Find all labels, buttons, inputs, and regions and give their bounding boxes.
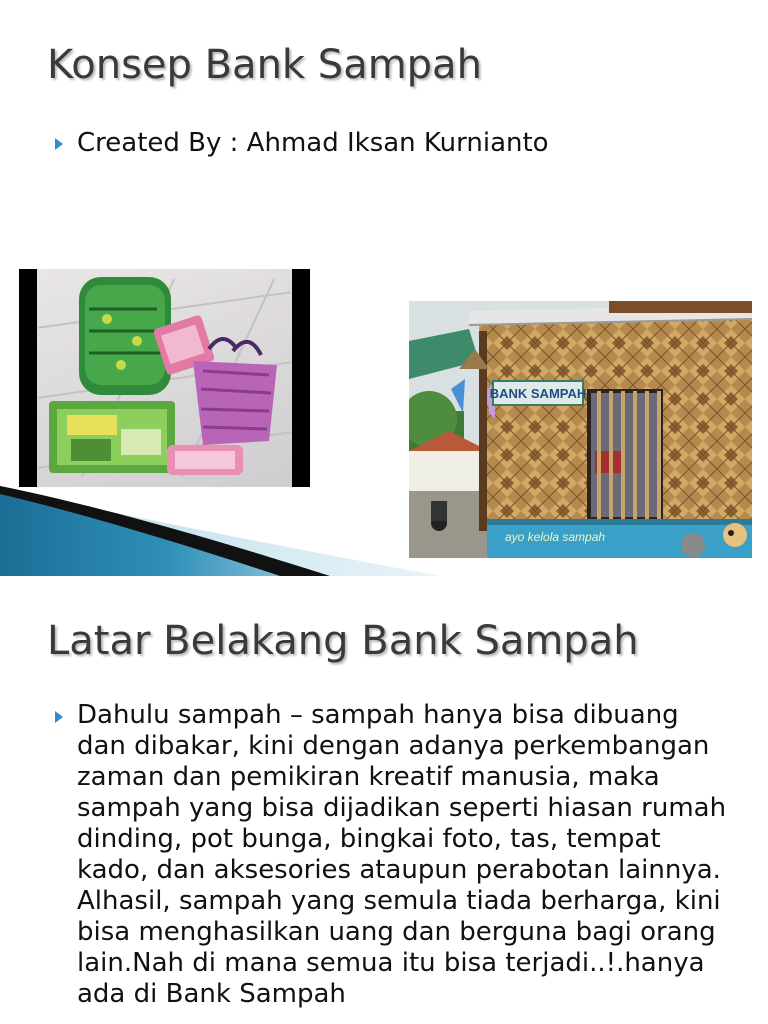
bullet-item <box>55 700 738 1010</box>
decorative-wave <box>0 476 480 576</box>
recycled-bags-photo <box>19 269 310 487</box>
slide-2 <box>0 576 768 1024</box>
slide-title: Konsep Bank Sampah <box>47 42 482 88</box>
bullet-arrow-icon <box>55 138 63 150</box>
author-credit: Created By : Ahmad Iksan Kurnianto <box>77 128 549 158</box>
hut-sign-text: BANK SAMPAH <box>489 386 587 401</box>
slide-title: Latar Belakang Bank Sampah <box>47 618 639 664</box>
bullet-arrow-icon <box>55 711 63 723</box>
bullet-item <box>55 128 738 158</box>
background-paragraph: Dahulu sampah – sampah hanya bisa dibuang dan dibakar, kini dengan adanya perkembangan zaman dan pemikiran kreatif manusia, maka sampah yang bisa dijadikan seperti hiasan rumah dinding, pot bunga, bingkai foto, tas, tempat kado, dan aksesories ataupun perabotan lainnya. Alhasil, sampah yang semula tiada berharga, kini bisa menghasilkan uang dan berguna bagi orang lain.Nah di mana semua itu bisa terjadi..!.hanya ada di Bank Sampah <box>77 700 727 1009</box>
bank-sampah-hut-photo <box>409 301 752 558</box>
mural-text: ayo kelola sampah <box>505 530 606 544</box>
